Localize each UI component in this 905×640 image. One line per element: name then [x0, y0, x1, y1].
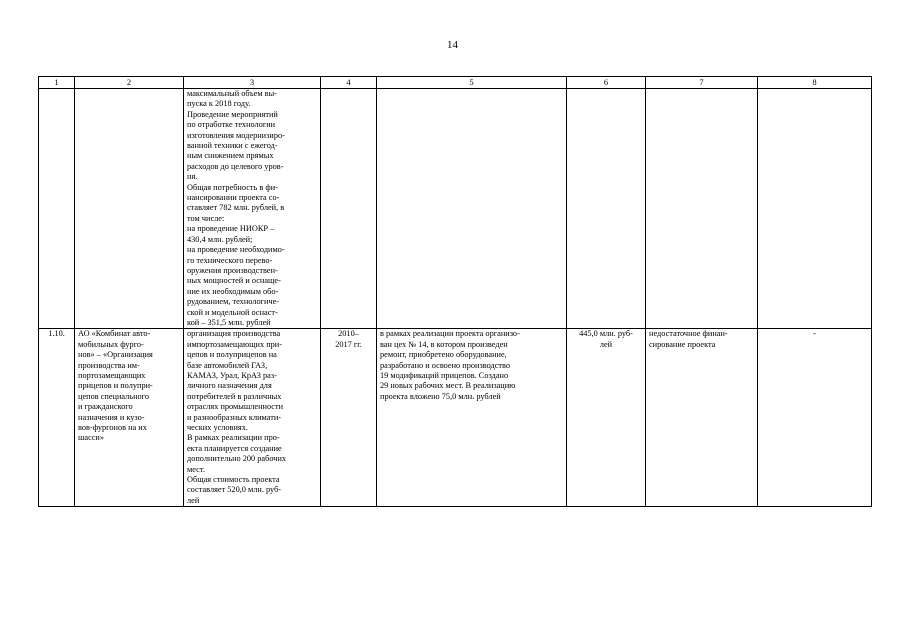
text-line: нансировании проекта со-	[187, 193, 280, 203]
text-line: дополнительно 200 рабочих	[187, 454, 287, 464]
text-line: по отработке технологии	[187, 120, 276, 130]
text-line: пуска к 2018 году.	[187, 99, 251, 109]
text-line: организация производства	[187, 329, 281, 339]
text-line: 445,0 млн. руб-	[579, 329, 633, 339]
text-line: кой – 351,5 млн. рублей	[187, 317, 271, 327]
text-line: Проведение мероприятий	[187, 109, 278, 119]
text-line: 29 новых рабочих мест. В реализацию	[380, 381, 516, 391]
text-line: шасси»	[78, 433, 105, 443]
text-line: ние их необходимым обо-	[187, 286, 279, 296]
text-line: 2017 гг.	[335, 339, 362, 349]
cell-problems	[646, 89, 758, 329]
text-line: на проведение необходимо-	[187, 245, 285, 255]
text-line: ван цех № 14, в котором произведен	[380, 339, 508, 349]
table-row-1-10	[39, 329, 872, 507]
text-line: составляет 520,0 млн. руб-	[187, 485, 282, 495]
project-table	[38, 76, 872, 507]
cell-amount	[567, 89, 646, 329]
text-line: мест.	[187, 464, 205, 474]
column-number: 6	[567, 77, 646, 89]
cell-period	[321, 329, 377, 507]
text-line: разработано и освоено производство	[380, 360, 511, 370]
text-line: расходов до целевого уров-	[187, 161, 284, 171]
column-number: 5	[377, 77, 567, 89]
cell-period	[321, 89, 377, 329]
column-number: 2	[75, 77, 184, 89]
column-number: 4	[321, 77, 377, 89]
text-line: базе автомобилей ГАЗ,	[187, 360, 268, 370]
text-line: оружения производствен-	[187, 265, 278, 275]
text-line: ставляет 782 млн. рублей, в	[187, 203, 285, 213]
text-line: 430,4 млн. рублей;	[187, 234, 253, 244]
text-line: ня.	[187, 172, 198, 182]
text-line: нов» – «Организация	[78, 350, 153, 360]
cell-number	[39, 89, 75, 329]
cell-description	[184, 89, 321, 329]
text-line: и гражданского	[78, 402, 133, 412]
text-line: потребителей в различных	[187, 391, 282, 401]
text-line: портозамещающих	[78, 370, 146, 380]
cell-enterprise	[75, 89, 184, 329]
text-line: го технического перево-	[187, 255, 273, 265]
column-number: 1	[39, 77, 75, 89]
column-number: 8	[758, 77, 872, 89]
cell-notes: -	[758, 329, 872, 507]
cell-number: 1.10.	[39, 329, 75, 507]
text-line: отраслях промышленности	[187, 402, 284, 412]
text-line: сирование проекта	[649, 339, 716, 349]
text-line: вов-фургонов на их	[78, 423, 147, 432]
text-line: максимальный объем вы-	[187, 89, 277, 98]
text-line: лей	[187, 495, 200, 505]
text-line: ным снижением прямых	[187, 151, 274, 161]
text-line: В рамках реализации про-	[187, 433, 280, 443]
cell-notes	[758, 89, 872, 329]
column-number: 3	[184, 77, 321, 89]
text-line: производства им-	[78, 360, 140, 370]
cell-results	[377, 329, 567, 507]
text-line: и разнообразных климати-	[187, 412, 282, 422]
text-line: том числе:	[187, 213, 225, 223]
text-line: ческих условиях.	[187, 423, 248, 432]
table-row-continuation	[39, 89, 872, 329]
text-line: недостаточное финан-	[649, 329, 728, 339]
text-line: ской и модельной оснаст-	[187, 307, 278, 317]
text-line: прицепов и полупри-	[78, 381, 153, 391]
text-line: 19 модификаций прицепов. Создано	[380, 370, 509, 380]
column-number-row	[39, 77, 872, 89]
text-line: ных мощностей и оснаще-	[187, 276, 281, 286]
text-line: рудованием, технологиче-	[187, 297, 280, 307]
text-line: 2010–	[338, 329, 359, 339]
text-line: АО «Комбинат авто-	[78, 329, 151, 339]
cell-amount	[567, 329, 646, 507]
text-line: в рамках реализации проекта организо-	[380, 329, 520, 339]
text-line: КАМАЗ, Урал, КрАЗ раз-	[187, 370, 277, 380]
text-line: на проведение НИОКР –	[187, 224, 275, 234]
text-line: ванной техники с ежегод-	[187, 141, 278, 151]
text-line: Общая потребность в фи-	[187, 182, 278, 192]
text-line: изготовления модернизиро-	[187, 130, 285, 140]
cell-problems	[646, 329, 758, 507]
text-line: цепов специального	[78, 391, 150, 401]
text-line: назначения и кузо-	[78, 412, 145, 422]
text-line: проекта вложено 75,0 млн. рублей	[380, 391, 501, 401]
cell-results	[377, 89, 567, 329]
cell-description	[184, 329, 321, 507]
text-line: импортозамещающих при-	[187, 339, 282, 349]
text-line: Общая стоимость проекта	[187, 475, 280, 485]
text-line: ремонт, приобретено оборудование,	[380, 350, 507, 360]
text-line: лей	[599, 339, 613, 349]
text-line: мобильных фурго-	[78, 339, 144, 349]
text-line: екта планируется создание	[187, 443, 282, 453]
text-line: цепов и полуприцепов на	[187, 350, 277, 360]
page-number: 14	[447, 39, 458, 51]
text-line: личного назначения для	[187, 381, 272, 391]
column-number: 7	[646, 77, 758, 89]
cell-enterprise	[75, 329, 184, 507]
